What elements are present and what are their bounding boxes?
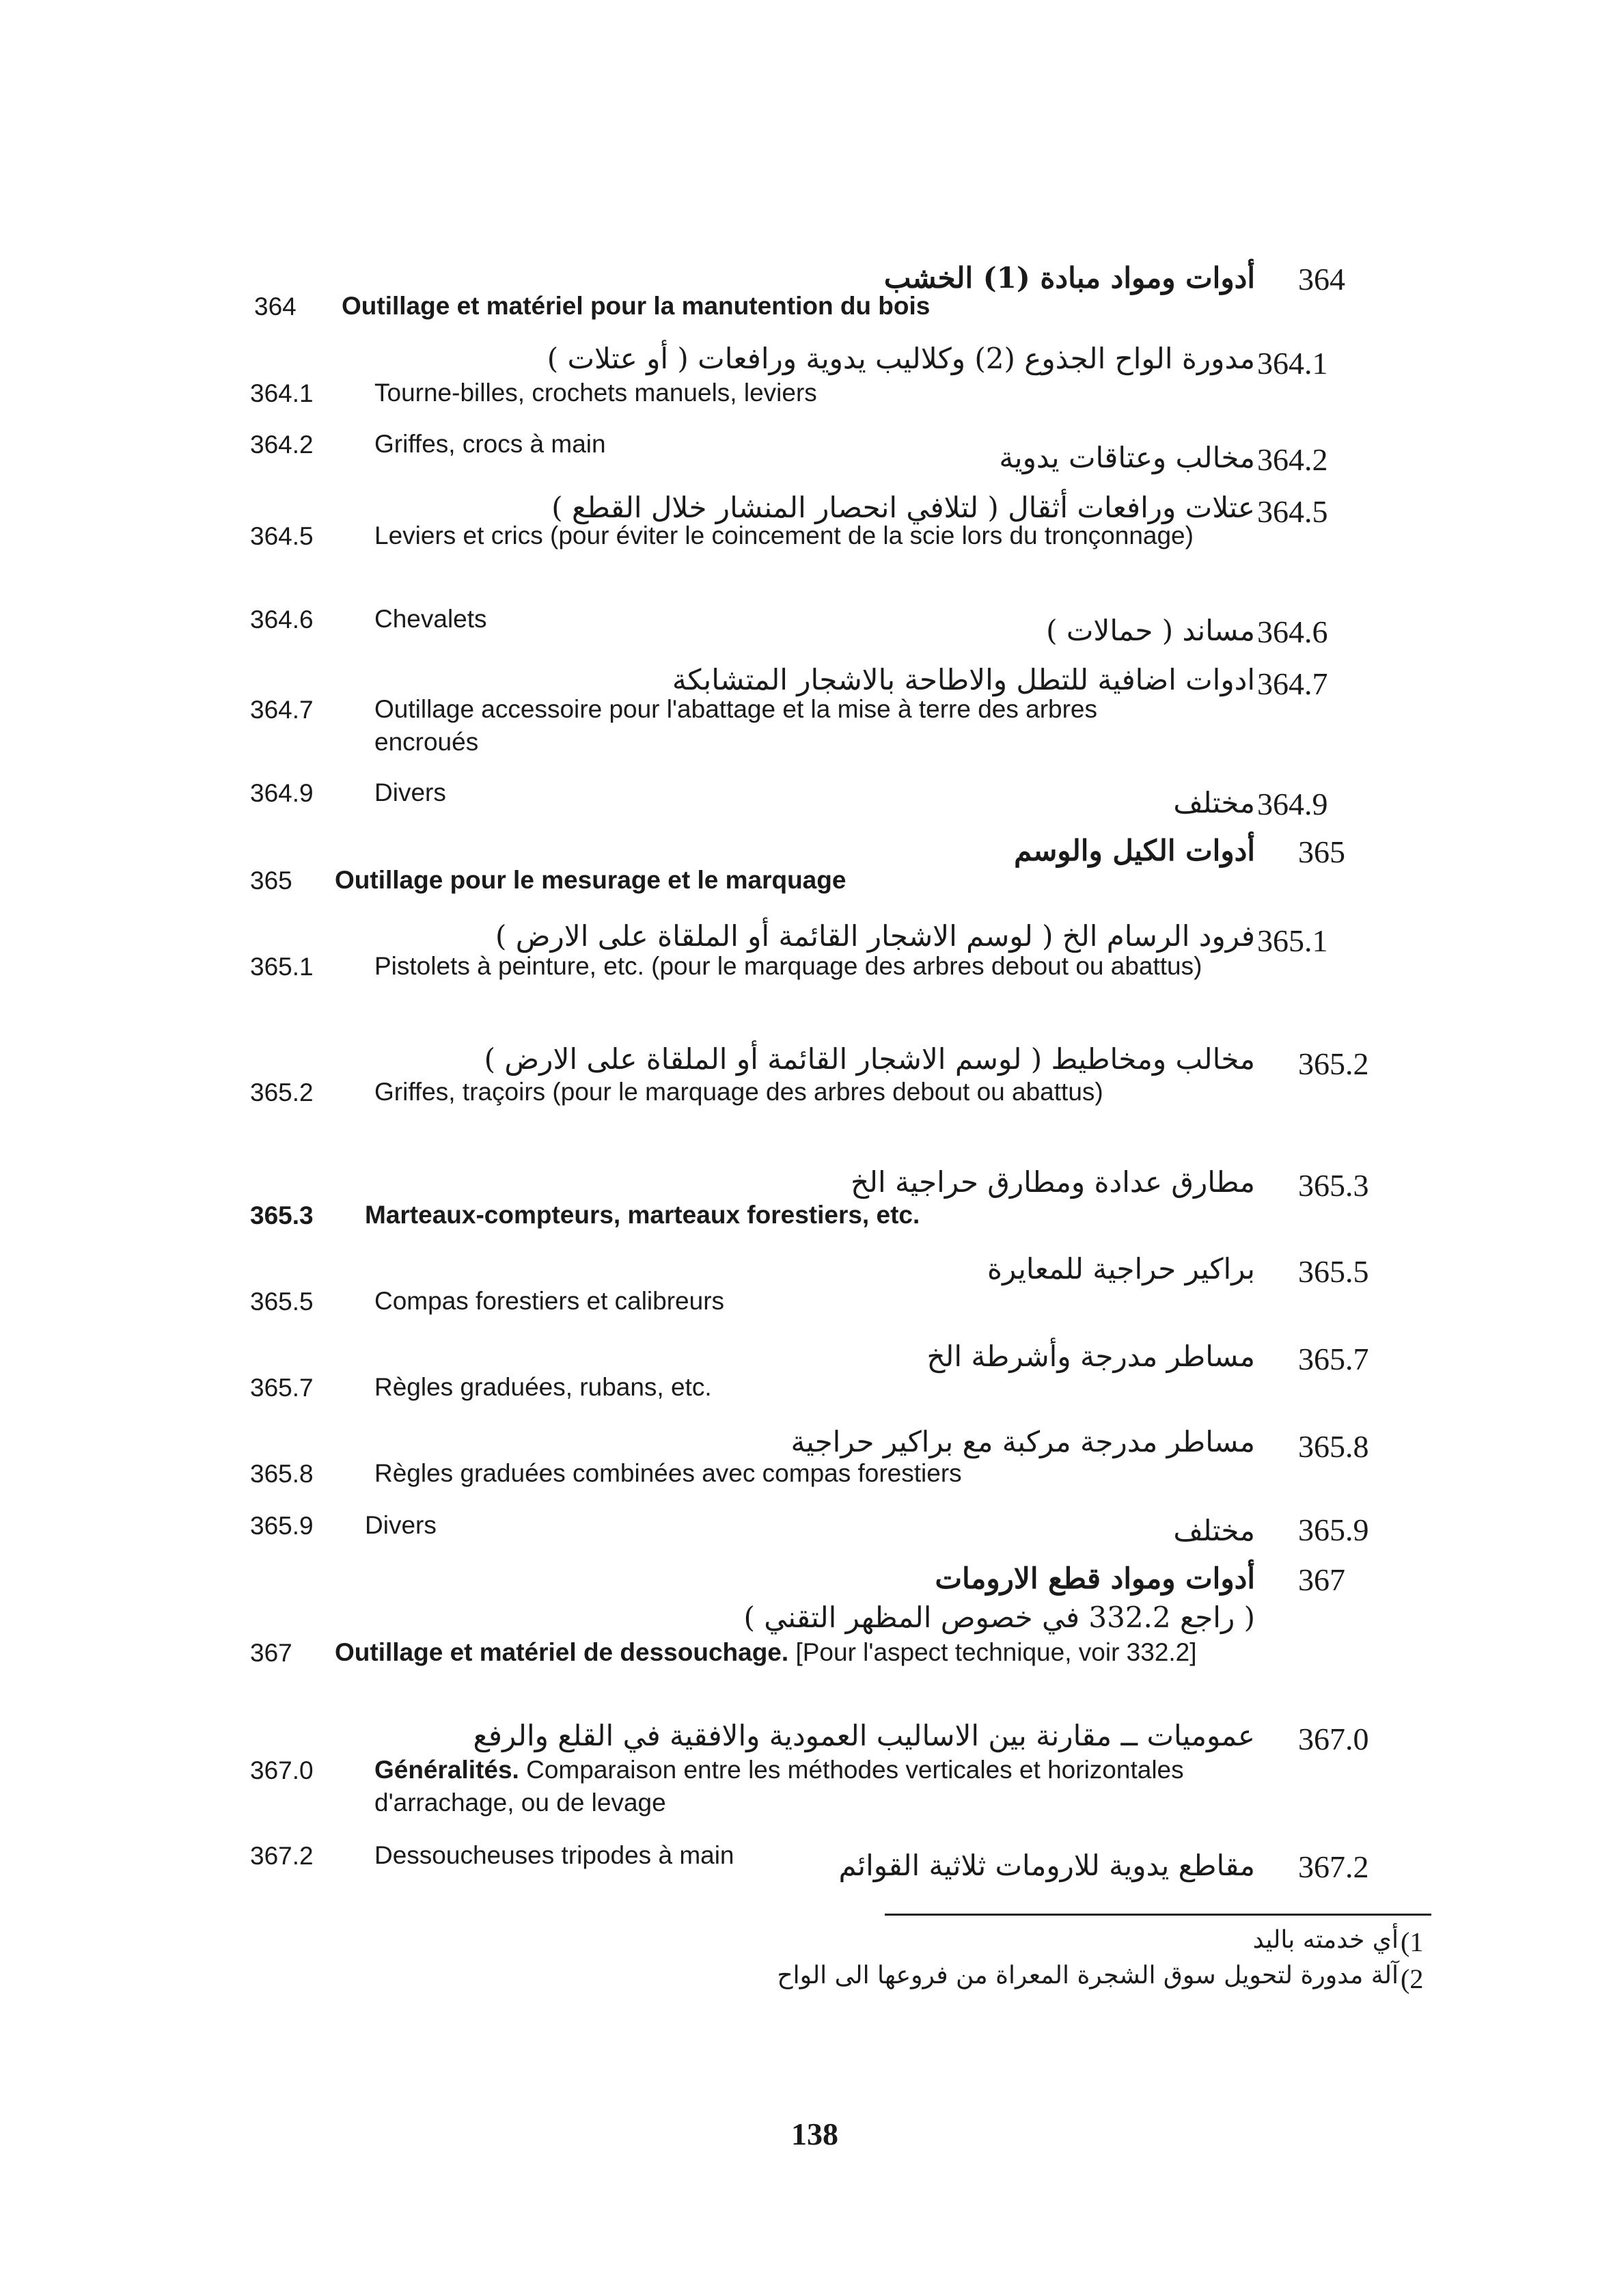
french-code: 365.8	[250, 1460, 314, 1488]
arabic-term: مخالب وعتاقات يدوية	[999, 441, 1255, 474]
arabic-term: ادوات اضافية للتطل والاطاحة بالاشجار المتشابكة	[672, 663, 1255, 696]
french-code: 365.3	[250, 1201, 314, 1229]
french-heading: Outillage et matériel de dessouchage.	[335, 1638, 789, 1666]
arabic-heading: أدوات ومواد قطع الارومات	[935, 1562, 1255, 1595]
arabic-code: 367.0	[1298, 1722, 1369, 1756]
footnote-text: أي خدمته باليد	[1252, 1926, 1399, 1954]
arabic-code: 365.1	[1257, 923, 1328, 958]
arabic-code: 365.3	[1298, 1168, 1369, 1203]
french-term: Chevalets	[374, 605, 487, 633]
french-term: Griffes, traçoirs (pour le marquage des arbres debout ou abattus)	[374, 1078, 1103, 1106]
french-heading: Outillage pour le mesurage et le marquage	[335, 866, 847, 894]
arabic-code: 364.6	[1257, 614, 1328, 649]
arabic-term: مختلف	[1173, 1514, 1255, 1547]
french-heading-block	[335, 1636, 1237, 1669]
footnote-number: (1	[1401, 1927, 1424, 1957]
footnote-number: (2	[1401, 1963, 1424, 1994]
french-code: 365	[250, 867, 292, 895]
french-term-lead: Généralités.	[374, 1756, 519, 1784]
arabic-term: عموميات ــ مقارنة بين الاساليب العمودية والافقية في القلع والرفع	[473, 1719, 1255, 1752]
arabic-code: 365.2	[1298, 1046, 1369, 1081]
french-code: 365.7	[250, 1374, 314, 1402]
french-code: 364.9	[250, 779, 314, 807]
arabic-term: مقاطع يدوية للارومات ثلاثية القوائم	[838, 1849, 1255, 1882]
french-code: 364.1	[250, 379, 314, 407]
french-code: 367	[250, 1639, 292, 1667]
french-term: Pistolets à peinture, etc. (pour le marquage des arbres debout ou abattus)	[374, 952, 1202, 980]
french-term: Outillage accessoire pour l'abattage et la mise à terre des arbres encroués	[374, 695, 1098, 756]
arabic-heading: أدوات الكيل والوسم	[1014, 834, 1255, 867]
page-number: 138	[791, 2117, 838, 2151]
french-term: Tourne-billes, crochets manuels, leviers	[374, 379, 817, 407]
arabic-code: 365.9	[1298, 1512, 1369, 1547]
french-term: Divers	[374, 778, 446, 806]
arabic-term: فرود الرسام الخ ( لوسم الاشجار القائمة أو الملقاة على الارض )	[495, 919, 1255, 953]
arabic-code: 365	[1298, 834, 1345, 869]
arabic-term: مساند ( حمالات )	[1046, 614, 1255, 647]
french-note: [Pour l'aspect technique, voir 332.2]	[788, 1638, 1197, 1666]
french-code: 364.7	[250, 696, 314, 724]
french-code: 365.2	[250, 1078, 314, 1106]
french-term: Règles graduées combinées avec compas forestiers	[374, 1459, 962, 1487]
arabic-heading: أدوات ومواد مبادة (1) الخشب	[883, 261, 1255, 295]
french-term-block	[374, 1754, 1222, 1819]
french-code: 365.9	[250, 1512, 314, 1540]
arabic-code: 364.1	[1257, 346, 1328, 381]
arabic-term: براكير حراجية للمعايرة	[987, 1252, 1255, 1286]
arabic-term: مساطر مدرجة وأشرطة الخ	[926, 1340, 1255, 1373]
french-term: Règles graduées, rubans, etc.	[374, 1373, 712, 1401]
arabic-code: 364.2	[1257, 442, 1328, 477]
arabic-code: 364.7	[1257, 666, 1328, 701]
french-code: 364.5	[250, 522, 314, 550]
arabic-code: 364	[1298, 262, 1345, 297]
arabic-code: 365.5	[1298, 1254, 1369, 1289]
arabic-code: 364.5	[1257, 494, 1328, 529]
french-term: Leviers et crics (pour éviter le coincement de la scie lors du tronçonnage)	[374, 521, 1194, 549]
french-code: 364.6	[250, 606, 314, 634]
arabic-term: مخالب ومخاطيط ( لوسم الاشجار القائمة أو الملقاة على الارض )	[484, 1042, 1255, 1076]
french-code: 365.1	[250, 953, 314, 981]
french-term: Divers	[365, 1511, 437, 1539]
french-term: Dessoucheuses tripodes à main	[374, 1841, 734, 1869]
french-heading: Outillage et matériel pour la manutention du bois	[342, 292, 931, 320]
footnote-text: آلة مدورة لتحويل سوق الشجرة المعراة من فروعها الى الواح	[777, 1961, 1399, 1989]
french-code: 365.5	[250, 1288, 314, 1316]
footnote-rule	[885, 1914, 1431, 1916]
french-term: Marteaux-compteurs, marteaux forestiers, etc.	[365, 1201, 920, 1229]
arabic-term: مختلف	[1173, 786, 1255, 819]
arabic-code: 365.8	[1298, 1429, 1369, 1464]
french-term: Griffes, crocs à main	[374, 430, 606, 458]
arabic-term: مساطر مدرجة مركبة مع براكير حراجية	[790, 1425, 1255, 1458]
arabic-note: ( راجع 332.2 في خصوص المظهر التقني )	[743, 1601, 1255, 1634]
arabic-term: عتلات ورافعات أثقال ( لتلافي انحصار المنشار خلال القطع )	[551, 491, 1255, 524]
french-code: 367.0	[250, 1756, 314, 1784]
french-code: 367.2	[250, 1842, 314, 1870]
arabic-term: مطارق عدادة ومطارق حراجية الخ	[851, 1165, 1255, 1199]
french-term: Compas forestiers et calibreurs	[374, 1287, 725, 1315]
french-term-rest: Comparaison entre les méthodes verticales et horizontales d'arrachage, ou de levage	[374, 1756, 1184, 1817]
arabic-code: 364.9	[1257, 787, 1328, 821]
arabic-code: 367	[1298, 1562, 1345, 1597]
arabic-code: 365.7	[1298, 1342, 1369, 1376]
french-code: 364	[254, 293, 297, 321]
arabic-term: مدورة الواح الجذوع (2) وكلاليب يدوية ورافعات ( أو عتلات )	[547, 342, 1255, 375]
arabic-code: 367.2	[1298, 1849, 1369, 1884]
french-code: 364.2	[250, 431, 314, 459]
